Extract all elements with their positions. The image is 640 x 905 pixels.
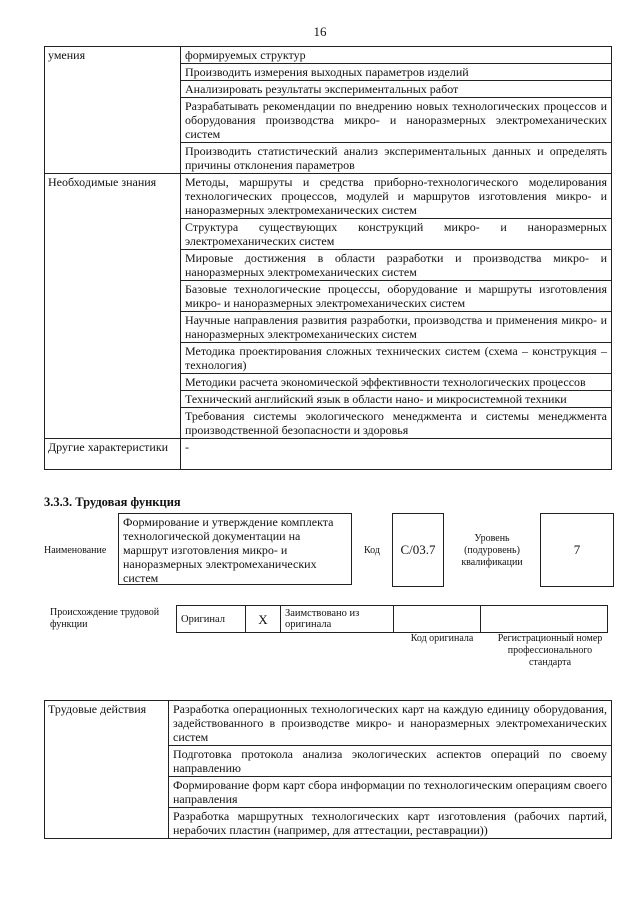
code-box: С/03.7 (392, 513, 444, 587)
table-row (45, 439, 612, 470)
list-item: Методика проектирования сложных технических систем (схема – конструкция – технология) (181, 343, 612, 374)
table-row (177, 606, 608, 633)
code-label: Код (364, 545, 380, 556)
list-item: Разрабатывать рекомендации по внедрению новых технологических процессов и оборудования производства микро- и наноразмерных электромеханических систем (181, 98, 612, 143)
original-label: Оригинал (177, 606, 246, 633)
row-header-actions: Трудовые действия (45, 701, 169, 839)
skills-knowledge-table (44, 46, 612, 470)
list-item: Методы, маршруты и средства приборно-технологического моделирования технологических процессов, модулей и маршрутов изготовления микро- и наноразмерных электромеханических систем (181, 174, 612, 219)
row-header-knowledge: Необходимые знания (45, 174, 181, 439)
reg-number-caption: Регистрационный номер профессионального стандарта (497, 633, 603, 668)
list-item: Требования системы экологического менеджмента и системы менеджмента производственной безопасности и здоровья (181, 408, 612, 439)
list-item: Научные направления развития разработки, производства и применения микро- и наноразмерных электромеханических систем (181, 312, 612, 343)
list-item: Формирование форм карт сбора информации по технологическим операциям своего направления (169, 777, 612, 808)
borrowed-label: Заимствовано из оригинала (281, 606, 394, 633)
level-label: Уровень (подуровень) квалификации (461, 533, 523, 568)
original-mark: X (246, 606, 281, 633)
list-item: - (181, 439, 612, 470)
list-item: Разработка операционных технологических карт на каждую единицу оборудования, задействованного в производстве микро- и наноразмерных электромеханических систем (169, 701, 612, 746)
list-item: формируемых структур (181, 47, 612, 64)
list-item: Производить статистический анализ экспериментальных данных и определять причины отклонения параметров (181, 143, 612, 174)
list-item: Мировые достижения в области разработки и производства микро- и наноразмерных электромеханических систем (181, 250, 612, 281)
row-header-other: Другие характеристики (45, 439, 181, 470)
list-item: Методики расчета экономической эффективности технологических процессов (181, 374, 612, 391)
origin-table (176, 605, 608, 633)
list-item: Производить измерения выходных параметров изделий (181, 64, 612, 81)
row-header-skills: умения (45, 47, 181, 174)
code-original-caption: Код оригинала (410, 633, 474, 644)
function-name-box: Формирование и утверждение комплекта технологической документации на маршрут изготовления микро- и наноразмерных электромеханических систем (118, 513, 352, 585)
level-box: 7 (540, 513, 614, 587)
reg-number-cell (481, 606, 608, 633)
list-item: Базовые технологические процессы, оборудование и маршруты изготовления микро- и наноразмерных электромеханических систем (181, 281, 612, 312)
list-item: Структура существующих конструкций микро- и наноразмерных электромеханических систем (181, 219, 612, 250)
code-original-cell (394, 606, 481, 633)
list-item: Разработка маршрутных технологических карт изготовления (рабочих партий, нерабочих пластин (например, для аттестации, реставрации)) (169, 808, 612, 839)
name-label: Наименование (44, 545, 107, 556)
list-item: Технический английский язык в области нано- и микросистемной техники (181, 391, 612, 408)
list-item: Анализировать результаты экспериментальных работ (181, 81, 612, 98)
table-row (45, 174, 612, 219)
section-title: 3.3.3. Трудовая функция (44, 495, 181, 509)
table-row (45, 701, 612, 746)
labor-actions-table (44, 700, 612, 839)
table-row (45, 47, 612, 64)
origin-label: Происхождение трудовой функции (50, 607, 160, 630)
list-item: Подготовка протокола анализа экологических аспектов операций по своему направлению (169, 746, 612, 777)
page-number: 16 (313, 24, 327, 39)
